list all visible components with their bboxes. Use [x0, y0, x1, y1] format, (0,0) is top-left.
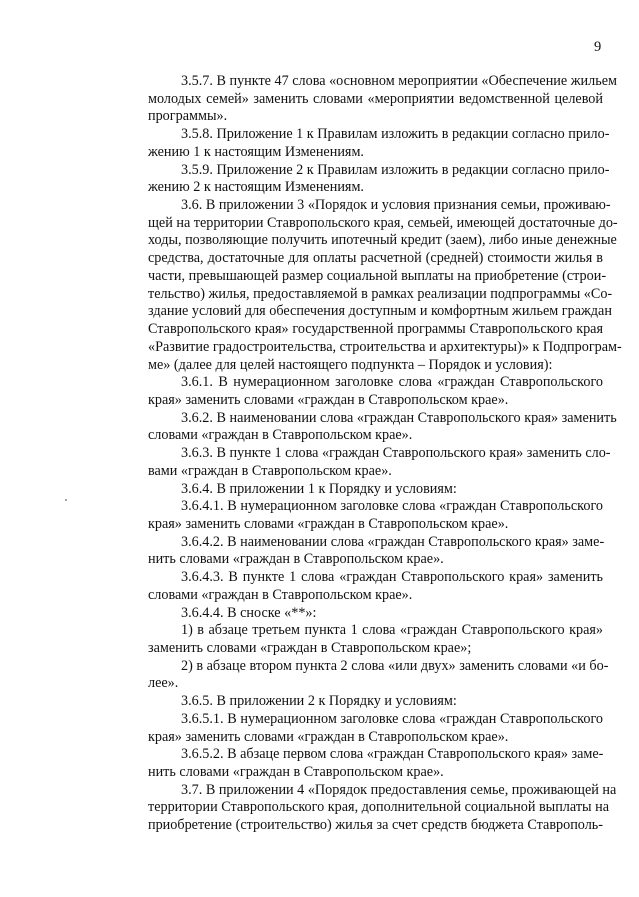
text-line: средства, достаточные для оплаты расчетной (средней) стоимости жилья в: [148, 250, 603, 267]
text-line: ме» (далее для целей настоящего подпункта – Порядок и условия):: [148, 356, 553, 373]
text-line: части, превышающей размер социальной выплаты на приобретение (строи-: [148, 267, 607, 284]
text-line: 1) в абзаце третьем пункта 1 слова «граждан Ставропольского края»: [181, 622, 603, 639]
text-line: 3.6.2. В наименовании слова «граждан Ставропольского края» заменить: [181, 409, 617, 426]
text-line: 3.6.4.4. В сноске «**»:: [181, 604, 317, 621]
text-line: 3.6.3. В пункте 1 слова «граждан Ставропольского края» заменить сло-: [181, 445, 611, 462]
text-line: словами «граждан в Ставропольском крае».: [148, 427, 413, 444]
text-line: 3.6.5. В приложении 2 к Порядку и условиям:: [181, 693, 457, 710]
text-line: лее».: [148, 675, 179, 692]
text-line: жению 1 к настоящим Изменениям.: [148, 143, 364, 160]
text-line: нить словами «граждан в Ставропольском крае».: [148, 764, 444, 781]
text-line: жению 2 к настоящим Изменениям.: [148, 179, 364, 196]
text-line: щей на территории Ставропольского края, семьей, имеющей достаточные до-: [148, 214, 618, 231]
text-line: вами «граждан в Ставропольском крае».: [148, 462, 392, 479]
text-line: Ставропольского края» государственной программы Ставропольского края: [148, 321, 603, 338]
text-line: 3.6. В приложении 3 «Порядок и условия признания семьи, проживаю-: [181, 197, 611, 214]
text-line: территории Ставропольского края, дополнительной социальной выплаты на: [148, 799, 609, 816]
text-line: нить словами «граждан в Ставропольском крае».: [148, 551, 444, 568]
document-body: [148, 73, 622, 835]
text-line: 3.5.7. В пункте 47 слова «основном мероприятии «Обеспечение жильем: [181, 73, 617, 89]
text-line: 3.6.5.1. В нумерационном заголовке слова «граждан Ставропольского: [181, 710, 603, 727]
text-line: «Развитие градостроительства, строительства и архитектуры)» к Подпрограм-: [148, 338, 622, 355]
text-line: 3.6.4. В приложении 1 к Порядку и условиям:: [181, 480, 457, 497]
text-line: здание условий для обеспечения доступным и комфортным жильем граждан: [148, 303, 612, 320]
text-line: 2) в абзаце втором пункта 2 слова «или двух» заменить словами «и бо-: [181, 657, 609, 674]
text-line: края» заменить словами «граждан в Ставропольском крае».: [148, 391, 509, 408]
text-line: тельство) жилья, предоставляемой в рамках реализации подпрограммы «Со-: [148, 285, 613, 302]
text-line: заменить словами «граждан в Ставропольском крае»;: [148, 640, 472, 656]
text-line: ходы, позволяющие получить ипотечный кредит (заем), либо иные денежные: [148, 232, 617, 249]
text-line: 3.7. В приложении 4 «Порядок предоставления семье, проживающей на: [181, 781, 617, 798]
text-line: молодых семей» заменить словами «мероприятии ведомственной целевой: [148, 90, 603, 107]
text-line: 3.6.4.1. В нумерационном заголовке слова «граждан Ставропольского: [181, 498, 603, 515]
text-line: приобретение (строительство) жилья за счет средств бюджета Ставрополь-: [148, 817, 603, 834]
scan-speck: [65, 499, 67, 501]
text-line: 3.5.8. Приложение 1 к Правилам изложить в редакции согласно прило-: [181, 126, 610, 143]
text-line: 3.6.4.2. В наименовании слова «граждан Ставропольского края» заме-: [181, 533, 605, 550]
text-line: 3.6.4.3. В пункте 1 слова «граждан Ставропольского края» заменить: [181, 569, 603, 586]
text-line: 3.6.5.2. В абзаце первом слова «граждан Ставропольского края» заме-: [181, 746, 604, 763]
page-number: 9: [594, 39, 602, 55]
text-line: словами «граждан в Ставропольском крае».: [148, 586, 413, 603]
text-line: 3.5.9. Приложение 2 к Правилам изложить в редакции согласно прило-: [181, 161, 610, 178]
text-line: 3.6.1. В нумерационном заголовке слова «граждан Ставропольского: [181, 374, 603, 391]
text-line: края» заменить словами «граждан в Ставропольском крае».: [148, 515, 509, 532]
text-line: программы».: [148, 108, 228, 125]
text-line: края» заменить словами «граждан в Ставропольском крае».: [148, 728, 509, 745]
